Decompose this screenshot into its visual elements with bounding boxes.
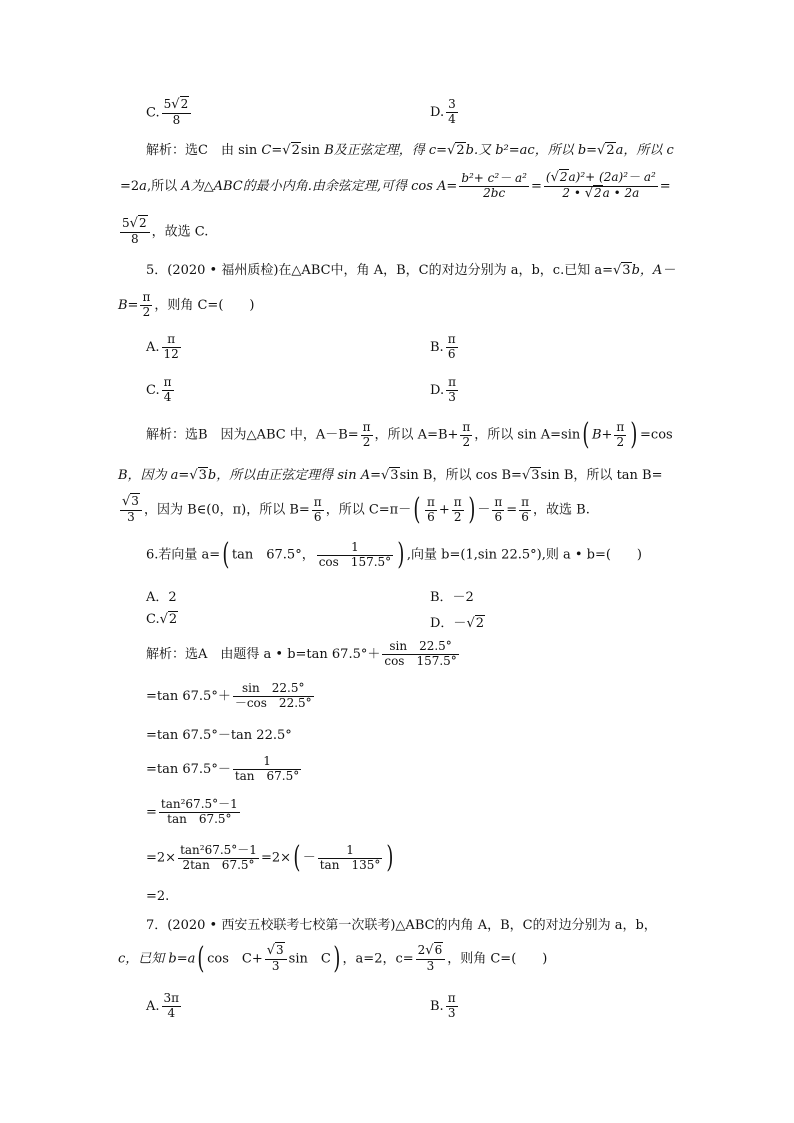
fraction: $\frac{\pi}{2}$	[362, 419, 371, 449]
fraction: $\frac{3}{4}$	[448, 97, 456, 126]
q7-option-b: B. $\frac{\pi}{3}$	[430, 991, 456, 1020]
fraction: $\frac{\pi}{2}$	[142, 290, 151, 319]
fraction: $\frac{\pi}{2}$	[616, 419, 625, 449]
fraction: $\frac{\pi}{4}$	[163, 375, 172, 404]
fraction: $\frac{\sin 22.5^\circ}{\cos 157.5^\circ}$	[384, 639, 457, 668]
fraction: $\frac{\pi}{6}$	[521, 494, 530, 524]
q6-option-a: A．2	[146, 590, 177, 605]
fraction: $\frac{3\pi}{4}$	[163, 991, 180, 1020]
fraction: $\frac{\text{tan²67.5°－1}}{\tan 67.5^\circ}$	[160, 797, 238, 826]
fraction: $\frac{\pi}{3}$	[448, 375, 456, 404]
option-letter: D.	[430, 104, 445, 120]
fraction: $\frac{\pi}{12}$	[163, 332, 179, 361]
fraction: $\frac{\pi}{6}$	[494, 494, 503, 524]
fraction: $\frac{\pi}{6}$	[447, 332, 456, 361]
option-letter: C.	[146, 105, 160, 121]
fraction: $\frac{\text{b²+ c²－ a²}}{2bc}$	[461, 171, 527, 200]
fraction: $\frac{\pi}{2}$	[462, 419, 471, 449]
q5-option-a: A. $\frac{\pi}{12}$	[146, 332, 179, 361]
q5-option-b: B. $\frac{\pi}{6}$	[430, 332, 456, 361]
q7-option-a: A. $\frac{3\pi}{4}$	[146, 991, 180, 1020]
fraction: $\frac{5√2}{8}$	[162, 98, 192, 128]
fraction: $\frac{\pi}{2}$	[453, 494, 462, 524]
fraction: $\frac{\pi}{6}$	[313, 494, 322, 524]
fraction: $\frac{√3}{3}$	[120, 495, 142, 525]
fraction: $\frac{2√6}{3}$	[416, 944, 446, 974]
fraction: $\frac{5√2}{8}$	[120, 217, 150, 247]
fraction: $\frac{1}{\tan 135^\circ}$	[319, 842, 381, 872]
q5-option-d: D. $\frac{\pi}{3}$	[430, 375, 456, 404]
fraction: $\frac{\pi}{6}$	[426, 494, 435, 524]
q5-option-c: C. $\frac{\pi}{4}$	[146, 375, 172, 404]
fraction: $\frac{\text{tan²67.5°－1}}{2\tan 67.5^\circ}$	[180, 842, 257, 872]
fraction: $\frac{1}{\cos 157.5^\circ}$	[318, 539, 392, 569]
q6-option-b: B．－2	[430, 590, 474, 605]
fraction: $\frac{\pi}{3}$	[447, 991, 456, 1020]
fraction: $\frac{√3}{3}$	[265, 944, 287, 974]
fraction: $\frac{\text{(√2a)²+ (2a)²－ a²}}{2 • √2a • 2a}$	[545, 170, 656, 201]
q6-option-d: D．－√2	[430, 616, 485, 631]
fraction: $\frac{\sin 22.5^\circ}{-\cos 22.5^\circ}$	[234, 681, 312, 710]
q4-option-d	[430, 98, 460, 127]
q6-option-c: C.√2	[146, 612, 178, 627]
fraction: $\frac{1}{\tan 67.5^\circ}$	[234, 754, 300, 783]
q4-option-c	[146, 98, 193, 128]
